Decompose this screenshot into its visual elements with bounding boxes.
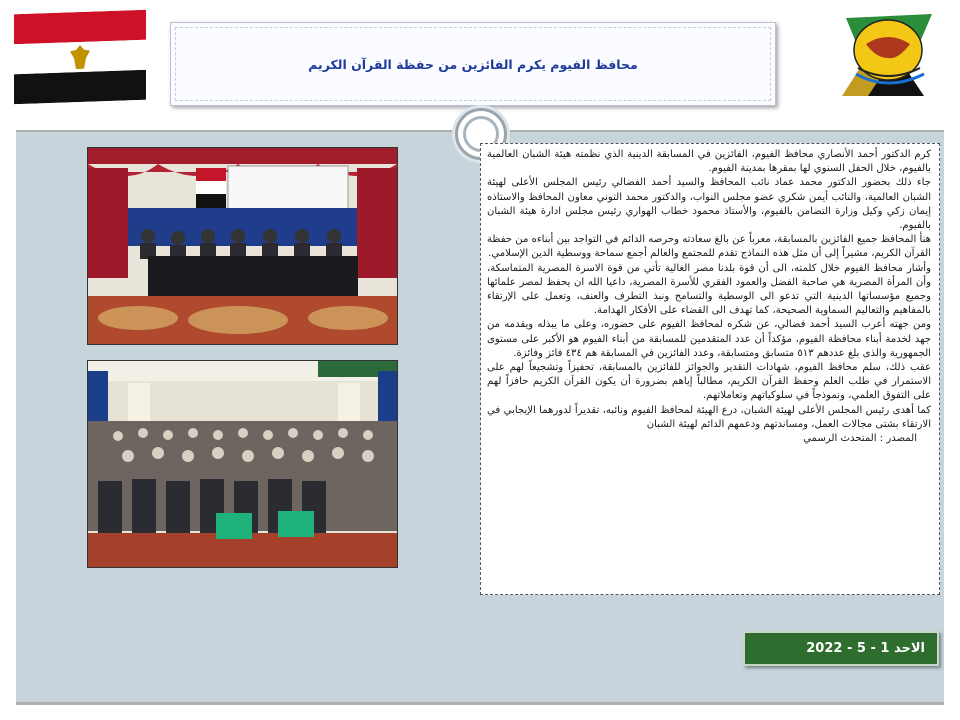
fayoum-governorate-logo-icon (838, 10, 940, 102)
article-source: المصدر : المتحدث الرسمي (803, 433, 917, 445)
date-label: الاحد 1 - 5 - 2022 (806, 641, 925, 656)
bottom-divider (16, 702, 944, 705)
article-text-panel (480, 143, 940, 595)
eagle-emblem-icon (70, 45, 90, 70)
article-paragraph: كرم الدكتور أحمد الأنصاري محافظ الفيوم، الفائزين في المسابقة الدينية الذي نظمته هيئة الشبان العالمية بالفيوم، خلال الحفل السنوي لها بمقرها بمدينة الفيوم. (487, 149, 931, 175)
ceremony-stage-photo (87, 147, 398, 345)
article-paragraph: وأشار محافظ الفيوم خلال كلمته، الى أن قوة بلدنا مصر الغالية تأتي من قوة الاسرة المصرية المتماسكة، وأن المرأة المصرية هي صاحبة الفضل والعمود الفقري للأسرة المصرية، داعيا الله ان يحفظ لمصر علمائها وجميع مؤسساتها الدينية التي تدعو الى الوسطية والتسامح ونبذ التطرف والعنف، وتعمل على الإرتقاء بالمفاهيم والتعاليم السماوية الصحيحة، كما تهدف الى القضاء على الأفكار الهدامة. (487, 262, 931, 317)
article-paragraph: جاء ذلك بحضور الدكتور محمد عماد نائب المحافظ والسيد أحمد الفضالي رئيس المجلس الأعلى لهيئة الشبان العالمية، والنائب أيمن شكري عضو مجلس النواب، والدكتور محمد التوني معاون المحافظ والاستاذه إيمان زكي وكيل وزارة التضامن بالفيوم، والأستاذ محمود خطاب الهواري رئيس مجلس ادارة هيئة الشبان بالفيوم. (487, 177, 931, 232)
article-paragraph: ومن جهته أعرب السيد أحمد فضالي، عن شكره لمحافظ الفيوم على حضوره، وعلى ما يبذله ويقدمه من جهد لخدمة أبناء محافظة الفيوم، مؤكداً أن عدد المتقدمين للمسابقة من أبناء الفيوم هو الأكبر على مستوى الجمهورية والذى بلغ عددهم ٥١٣ متسابق ومتسابقة، وعدد الفائزين في المسابقة هم ٤٣٤ فائز وفائزة. (487, 319, 931, 359)
date-box (743, 631, 939, 666)
title-box (170, 22, 776, 106)
page-title: محافظ الفيوم يكرم الفائزين من حفظة القرآن الكريم (308, 56, 638, 72)
article-paragraph: عقب ذلك، سلم محافظ الفيوم، شهادات التقدير والجوائز للفائزين بالمسابقة، تحفيزاً وتشجيعاً لهم على الاستمرار في طلب العلم وحفظ القرآن الكريم، مطالباً إياهم بضرورة أن يكون القرآن الكريم حافزاً لهم على التفوق العلمي، ونموذجاً في سلوكياتهم وتعاملاتهم. (487, 362, 931, 402)
egypt-flag-icon (14, 10, 146, 105)
article-paragraph: كما أهدى رئيس المجلس الأعلى لهيئة الشبان، درع الهيئة لمحافظ الفيوم ونائبه، تقديراً لدورهما الإيجابي في الارتقاء بشتى مجالات العمل، ومساندتهم ودعمهم الدائم لهيئة الشبان (487, 404, 931, 430)
audience-hall-photo (87, 360, 398, 568)
article-paragraph: هنأ المحافظ جميع الفائزين بالمسابقة، معرباً عن بالغ سعادته وحرصه الدائم في التواجد بين أبناءه من حفظة القرآن الكريم، مشيراً إلى أن مثل هذه النماذج تقدم للمجتمع والعالم أجمع سماحة ووسطية الدين الإسلامي. (487, 234, 931, 260)
